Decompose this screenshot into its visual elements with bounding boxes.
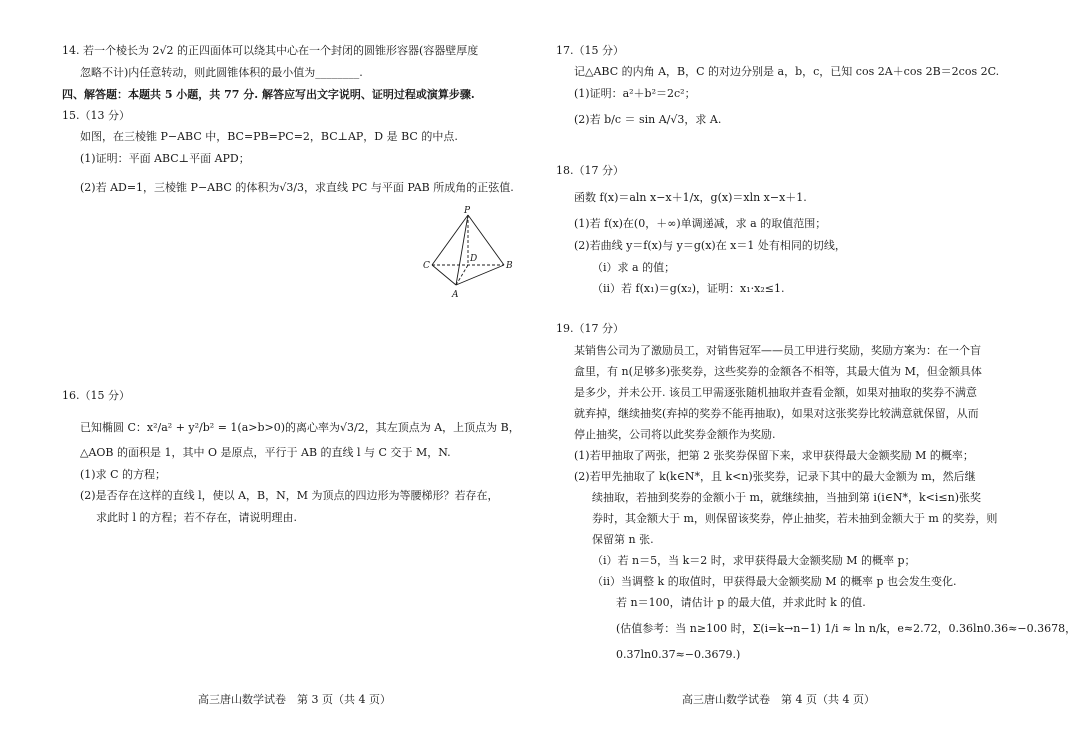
q16-stem1: 已知椭圆 C：x²/a² + y²/b² = 1(a>b>0)的离心率为√3/2，其左顶点为 A，上顶点为 B， [80, 421, 520, 434]
q15-part1: (1)证明：平面 ABC⊥平面 APD； [80, 152, 250, 165]
q19-part2b: 续抽取，若抽到奖券的金额小于 m，就继续抽，当抽到第 i(i∈N*，k<i≤n)张奖 [592, 491, 982, 504]
q17-stem: 记△ABC 的内角 A，B，C 的对边分别是 a，b，c，已知 cos 2A＋cos 2B＝2cos 2C. [574, 65, 1000, 78]
q15-part2: (2)若 AD=1，三棱锥 P−ABC 的体积为√3/3，求直线 PC 与平面 PAB 所成角的正弦值. [80, 181, 514, 194]
label-B: B [506, 261, 513, 271]
page-footer-3: 高三唐山数学试卷 第 3 页（共 4 页） [198, 693, 391, 706]
q18-part2: (2)若曲线 y＝f(x)与 y＝g(x)在 x＝1 处有相同的切线， [574, 239, 846, 252]
label-C: C [423, 261, 430, 271]
q19-part2-i: （ⅰ）若 n＝5，当 k＝2 时，求甲获得最大金额奖励 M 的概率 p； [592, 554, 916, 567]
right-page [540, 0, 1080, 748]
q19-line5: 停止抽奖，公司将以此奖券金额作为奖励. [574, 428, 776, 441]
q15-heading: 15.（13 分） [62, 109, 130, 122]
q19-part2a: (2)若甲先抽取了 k(k∈N*，且 k<n)张奖券，记录下其中的最大金额为 m，然后继 [574, 470, 976, 483]
q19-line1: 某销售公司为了激励员工，对销售冠军——员工甲进行奖励，奖励方案为：在一个盲 [574, 344, 981, 357]
q18-part2-i: （ⅰ）求 a 的值； [592, 261, 676, 274]
tetrahedron-figure [418, 205, 518, 300]
q16-stem2: △AOB 的面积是 1，其中 O 是原点，平行于 AB 的直线 l 与 C 交于 M，N. [80, 446, 451, 459]
label-P: P [464, 206, 471, 216]
page-footer-4: 高三唐山数学试卷 第 4 页（共 4 页） [682, 693, 875, 706]
q16-part2a: (2)是否存在这样的直线 l，使以 A，B，N，M 为顶点的四边形为等腰梯形？若存在， [80, 489, 499, 502]
q19-line3: 是多少，并未公开. 该员工甲需逐张随机抽取并查看金额，如果对抽取的奖券不满意 [574, 386, 977, 399]
q17-part2: (2)若 b/c ＝ sin A/√3，求 A. [574, 113, 722, 126]
edge-AB [456, 265, 504, 285]
label-A: A [452, 290, 459, 300]
edge-PC [432, 215, 468, 265]
q19-heading: 19.（17 分） [556, 322, 624, 335]
q19-reference1: (估值参考：当 n≥100 时，Σ(i=k→n−1) 1/i ≈ ln n/k，e≈2.72，0.36ln0.36≈−0.3678， [616, 622, 1077, 635]
q15-stem: 如图，在三棱锥 P−ABC 中，BC=PB=PC=2，BC⊥AP，D 是 BC 的中点. [80, 130, 458, 143]
label-D: D [470, 254, 478, 264]
q18-heading: 18.（17 分） [556, 164, 624, 177]
q18-part1: (1)若 f(x)在(0，＋∞)单调递减，求 a 的取值范围； [574, 217, 827, 230]
q16-part1: (1)求 C 的方程； [80, 468, 166, 481]
q19-part2d: 保留第 n 张. [592, 533, 654, 546]
q19-part2-ii: （ⅱ）当调整 k 的取值时，甲获得最大金额奖励 M 的概率 p 也会发生变化. [592, 575, 957, 588]
q18-part2-ii: （ⅱ）若 f(x₁)＝g(x₂)，证明：x₁·x₂≤1. [592, 282, 785, 295]
q17-part1: (1)证明：a²＋b²＝2c²； [574, 87, 696, 100]
q16-part2b: 求此时 l 的方程；若不存在，请说明理由. [96, 511, 298, 524]
q19-part2-ii-b: 若 n＝100，请估计 p 的最大值，并求此时 k 的值. [616, 596, 866, 609]
q19-line4: 就弃掉，继续抽奖(弃掉的奖券不能再抽取)，如果对这张奖券比较满意就保留，从而 [574, 407, 979, 420]
q19-part2c: 券时，其金额大于 m，则保留该奖券，停止抽奖，若未抽到金额大于 m 的奖券，则 [592, 512, 998, 525]
q14-line1: 14. 若一个棱长为 2√2 的正四面体可以绕其中心在一个封闭的圆锥形容器(容器壁厚度 [62, 44, 479, 57]
q19-part1: (1)若甲抽取了两张，把第 2 张奖券保留下来，求甲获得最大金额奖励 M 的概率； [574, 449, 974, 462]
q17-heading: 17.（15 分） [556, 44, 624, 57]
q14-line2: 忽略不计)内任意转动，则此圆锥体积的最小值为________. [80, 66, 363, 79]
section4-heading: 四、解答题：本题共 5 小题，共 77 分. 解答应写出文字说明、证明过程或演算步骤. [62, 88, 475, 101]
q18-stem: 函数 f(x)＝aln x−x＋1/x，g(x)＝xln x−x＋1. [574, 191, 807, 204]
q19-reference2: 0.37ln0.37≈−0.3679.) [616, 648, 741, 661]
edge-CA [432, 265, 456, 285]
q19-line2: 盒里，有 n(足够多)张奖券，这些奖券的金额各不相等，其最大值为 M，但金额具体 [574, 365, 982, 378]
q16-heading: 16.（15 分） [62, 389, 130, 402]
